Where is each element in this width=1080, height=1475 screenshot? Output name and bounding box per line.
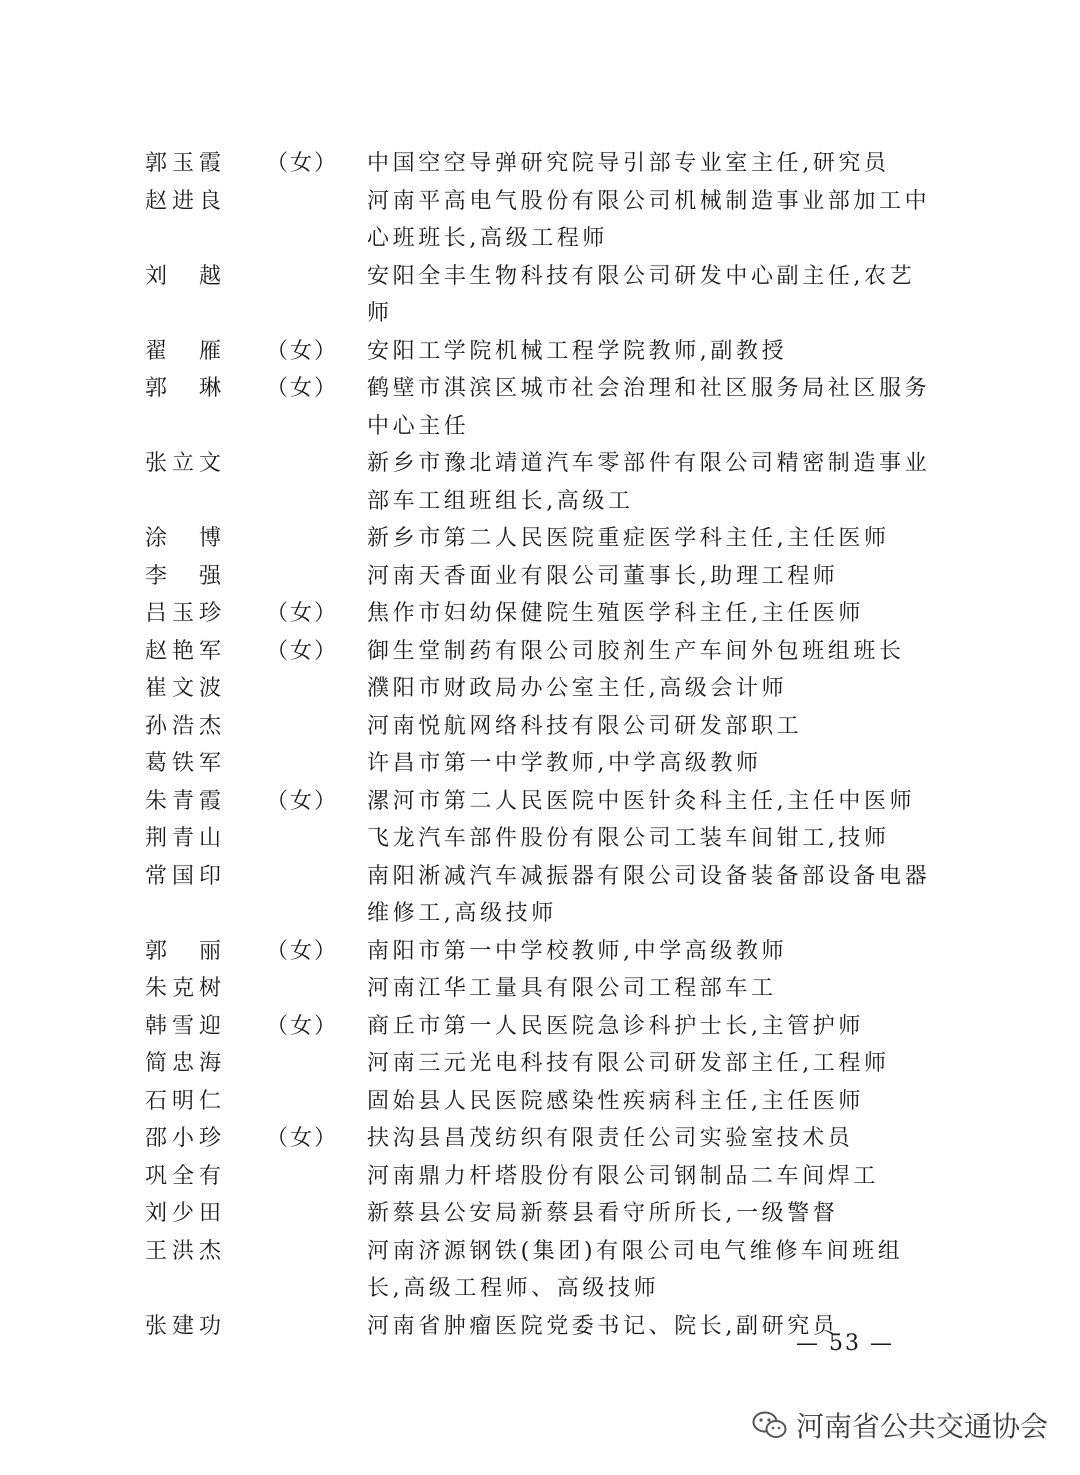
person-description: 濮阳市财政局办公室主任,高级会计师 <box>367 676 788 701</box>
person-description: 鹤壁市淇滨区城市社会治理和社区服务局社区服务中心主任 <box>367 376 931 439</box>
person-description: 许昌市第一中学教师,中学高级教师 <box>367 751 762 776</box>
person-description: 河南天香面业有限公司董事长,助理工程师 <box>367 563 839 589</box>
list-item <box>0 1083 1080 1121</box>
person-description: 新蔡县公安局新蔡县看守所所长,一级警督 <box>367 1201 839 1226</box>
person-name: 孙浩杰 <box>145 713 221 739</box>
person-name: 朱青霞 <box>145 788 221 814</box>
list-item <box>0 370 1080 445</box>
list-item <box>0 708 1080 746</box>
list-item <box>0 258 1080 333</box>
list-item <box>0 1120 1080 1158</box>
gender-note: （女） <box>266 601 339 626</box>
list-item <box>0 633 1080 671</box>
watermark <box>752 1405 1048 1445</box>
person-name: 郭玉霞 <box>145 151 221 176</box>
list-item <box>0 783 1080 821</box>
person-name: 荆青山 <box>145 826 221 851</box>
person-name: 涂博 <box>145 526 221 551</box>
person-description: 河南悦航网络科技有限公司研发部职工 <box>367 713 803 739</box>
person-name: 韩雪迎 <box>145 1013 221 1039</box>
list-item <box>0 1045 1080 1083</box>
list-item <box>0 745 1080 783</box>
person-name: 赵艳军 <box>145 638 221 664</box>
gender-note: （女） <box>266 638 339 664</box>
gender-note: （女） <box>266 1126 339 1151</box>
person-description: 商丘市第一人民医院急诊科护士长,主管护师 <box>367 1013 864 1039</box>
person-name: 崔文波 <box>145 676 221 701</box>
person-name: 邵小珍 <box>145 1126 221 1151</box>
list-item <box>0 933 1080 971</box>
gender-note: （女） <box>266 376 339 401</box>
person-description: 飞龙汽车部件股份有限公司工装车间钳工,技师 <box>367 826 890 851</box>
person-description: 河南省肿瘤医院党委书记、院长,副研究员 <box>367 1313 839 1339</box>
person-description: 南阳淅减汽车减振器有限公司设备装备部设备电器维修工,高级技师 <box>367 863 931 926</box>
list-item <box>0 445 1080 520</box>
list-item <box>0 1008 1080 1046</box>
person-description: 河南鼎力杆塔股份有限公司钢制品二车间焊工 <box>367 1163 880 1189</box>
person-description: 安阳全丰生物科技有限公司研发中心副主任,农艺师 <box>367 263 916 326</box>
person-name: 刘少田 <box>145 1201 221 1226</box>
person-description: 扶沟县昌茂纺织有限责任公司实验室技术员 <box>367 1126 854 1151</box>
gender-note: （女） <box>266 938 339 964</box>
list-item <box>0 970 1080 1008</box>
list-item <box>0 520 1080 558</box>
watermark-text: 河南省公共交通协会 <box>796 1410 1049 1443</box>
list-item <box>0 858 1080 933</box>
person-description: 南阳市第一中学校教师,中学高级教师 <box>367 938 788 964</box>
person-description: 漯河市第二人民医院中医针灸科主任,主任中医师 <box>367 788 916 814</box>
list-item <box>0 670 1080 708</box>
person-description: 河南济源钢铁(集团)有限公司电气维修车间班组长,高级工程师、高级技师 <box>367 1238 904 1301</box>
list-item <box>0 183 1080 258</box>
list-item <box>0 145 1080 183</box>
list-item <box>0 558 1080 596</box>
person-name: 翟雁 <box>145 338 221 364</box>
person-description: 御生堂制药有限公司胶剂生产车间外包班组班长 <box>367 638 905 664</box>
person-name: 巩全有 <box>145 1163 221 1189</box>
name-list <box>0 145 1080 1345</box>
list-item <box>0 595 1080 633</box>
gender-note: （女） <box>266 1013 339 1039</box>
gender-note: （女） <box>266 338 339 364</box>
person-description: 焦作市妇幼保健院生殖医学科主任,主任医师 <box>367 601 864 626</box>
person-name: 葛铁军 <box>145 751 221 776</box>
person-name: 李强 <box>145 563 221 589</box>
person-description: 中国空空导弹研究院导引部专业室主任,研究员 <box>367 151 890 176</box>
gender-note: （女） <box>266 788 339 814</box>
person-name: 赵进良 <box>145 188 221 214</box>
list-item <box>0 1308 1080 1346</box>
person-name: 张建功 <box>145 1313 221 1339</box>
wechat-icon <box>752 1410 788 1440</box>
person-description: 河南平高电气股份有限公司机械制造事业部加工中心班班长,高级工程师 <box>367 188 931 251</box>
page-number: — 53 — <box>796 1331 894 1356</box>
list-item <box>0 820 1080 858</box>
person-name: 郭琳 <box>145 376 221 401</box>
person-name: 常国印 <box>145 863 221 889</box>
person-name: 吕玉珍 <box>145 601 221 626</box>
person-name: 石明仁 <box>145 1088 221 1114</box>
list-item <box>0 333 1080 371</box>
person-name: 朱克树 <box>145 976 221 1001</box>
person-description: 固始县人民医院感染性疾病科主任,主任医师 <box>367 1088 864 1114</box>
person-description: 新乡市豫北靖道汽车零部件有限公司精密制造事业部车工组班组长,高级工 <box>367 451 931 514</box>
person-name: 简忠海 <box>145 1051 221 1076</box>
list-item <box>0 1195 1080 1233</box>
list-item <box>0 1233 1080 1308</box>
person-description: 河南三元光电科技有限公司研发部主任,工程师 <box>367 1051 890 1076</box>
gender-note: （女） <box>266 151 339 176</box>
person-name: 刘越 <box>145 263 221 289</box>
person-description: 河南江华工量具有限公司工程部车工 <box>367 976 777 1001</box>
person-name: 王洪杰 <box>145 1238 221 1264</box>
person-name: 郭丽 <box>145 938 221 964</box>
person-name: 张立文 <box>145 451 221 476</box>
person-description: 新乡市第二人民医院重症医学科主任,主任医师 <box>367 526 890 551</box>
list-item <box>0 1158 1080 1196</box>
person-description: 安阳工学院机械工程学院教师,副教授 <box>367 338 788 364</box>
